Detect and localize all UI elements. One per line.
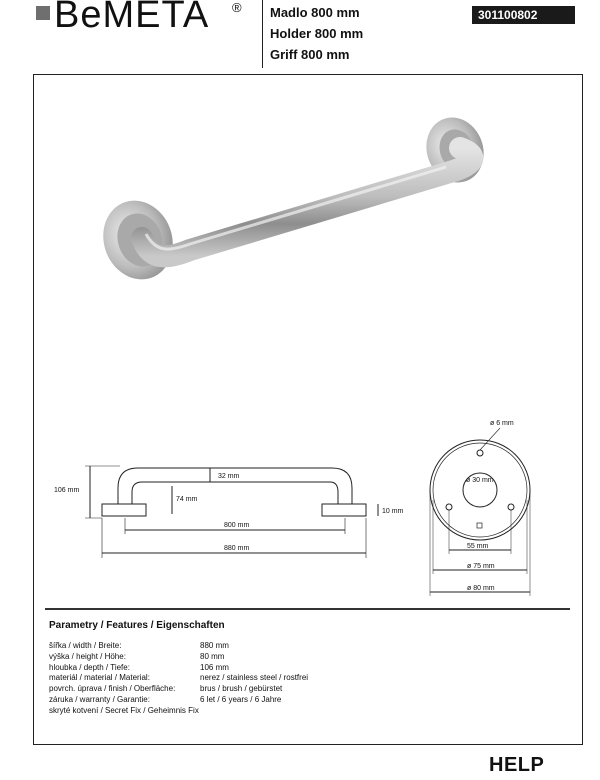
features-table [49,641,308,717]
dim-spacing: 55 mm [467,543,489,550]
table-row [49,652,308,663]
feature-key: povrch. úprava / finish / Oberfläche: [49,684,176,694]
rosette-outer [430,440,530,540]
table-row [49,684,308,695]
dim-height: 106 mm [54,487,80,494]
product-titles [270,2,363,65]
feature-value: 106 mm [200,662,229,672]
dim-total-width: 880 mm [224,545,250,552]
dim-rosette-outer: ø 80 mm [467,585,495,592]
logo-square [36,6,50,20]
dim-hole: ø 6 mm [490,420,514,427]
title-de: Griff 800 mm [270,47,350,62]
bar-inner [132,482,338,504]
hole-top [477,450,483,456]
table-row [49,663,308,674]
feature-value: 80 mm [200,651,225,661]
table-row [49,695,308,706]
grab-bar-tube [142,148,472,256]
section-divider [45,608,570,610]
hole-right [508,504,514,510]
dim-base: 10 mm [382,508,404,515]
feature-value: 880 mm [200,641,229,650]
dim-center: ø 30 mm [466,477,494,484]
feature-value: nerez / stainless steel / rostfrei [200,673,309,683]
registered-mark: ® [232,0,242,15]
dim-inner-width: 800 mm [224,522,250,529]
dim-inner-height: 74 mm [176,496,198,503]
table-row [49,706,308,717]
hole-left [446,504,452,510]
feature-key: hloubka / depth / Tiefe: [49,662,130,672]
footer-brand: HELP [489,754,545,776]
left-base [102,504,146,516]
table-row [49,641,308,652]
feature-key: výška / height / Höhe: [49,651,126,661]
header-divider [262,0,263,68]
product-code: 301100802 [472,6,575,24]
feature-key: šířka / width / Breite: [49,641,122,650]
feature-value: 6 let / 6 years / 6 Jahre [200,694,282,704]
technical-drawing [54,410,580,610]
brand-logo: BeMETA [54,0,210,36]
right-base [322,504,366,516]
feature-key: materiál / material / Material: [49,673,150,683]
dim-tube: 32 mm [218,473,240,480]
features-title: Parametry / Features / Eigenschaften [49,620,225,631]
header [0,0,600,70]
title-en: Holder 800 mm [270,26,364,41]
table-row [49,673,308,684]
feature-key: záruka / warranty / Garantie: [49,694,150,704]
dim-rosette-inner: ø 75 mm [467,563,495,570]
feature-key: skryté kotvení / Secret Fix / Geheimnis Fix [49,705,199,715]
feature-value: brus / brush / gebürstet [200,684,283,694]
product-photo [90,110,500,300]
title-cz: Madlo 800 mm [270,5,360,20]
